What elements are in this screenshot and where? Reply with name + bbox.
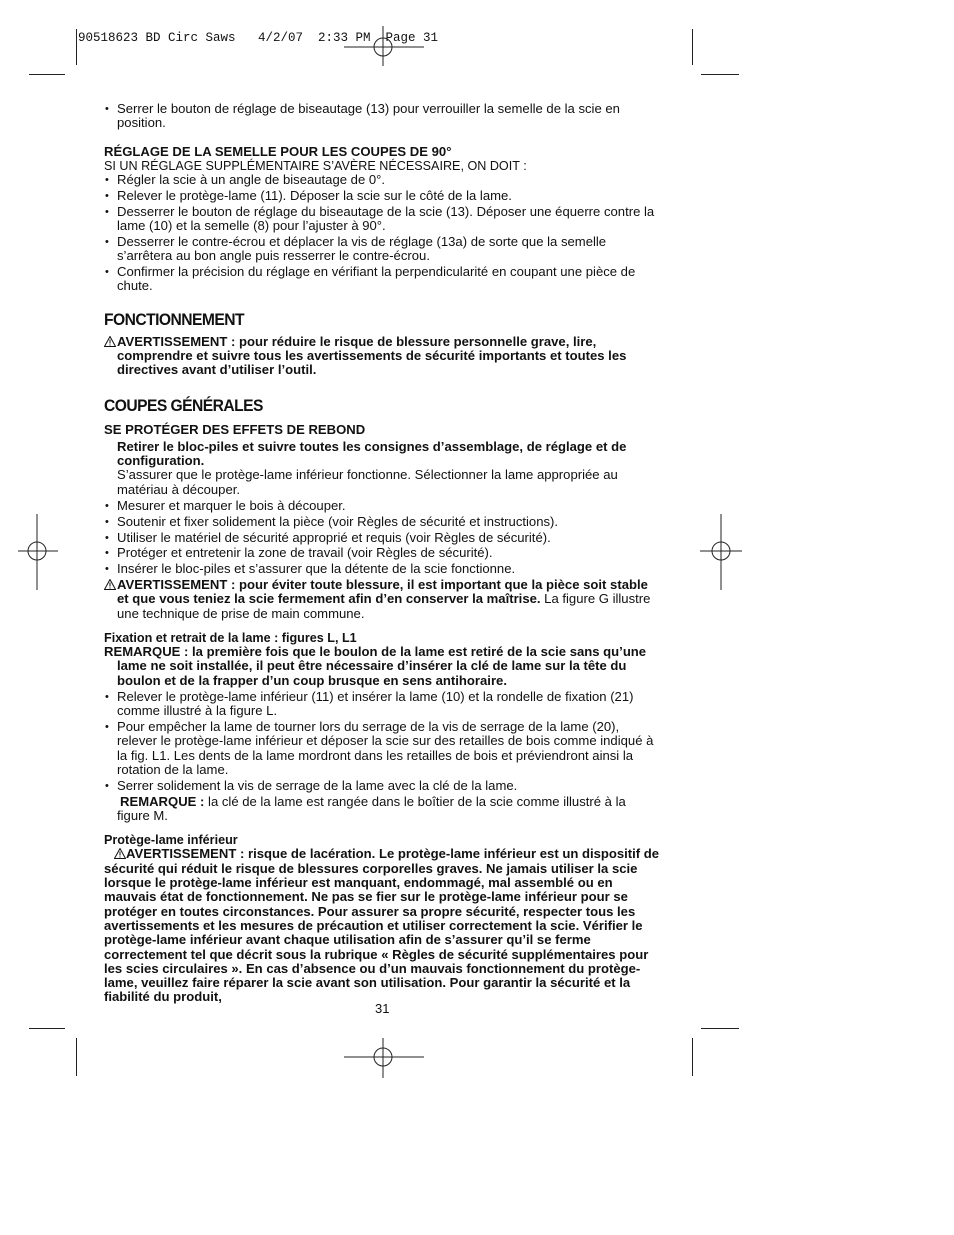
page-content	[104, 102, 660, 1005]
list-item: • Pour empêcher la lame de tourner lors du serrage de la vis de serrage de la lame (20), relever le protège-lame inférieur et déposer la scie sur des retailles de bois comme indiqué à la fig. L1. Les dents de la lame mordront dans les retailles de bois et préviendront ainsi la rotation de la lame.	[105, 719, 654, 777]
section-heading: RÉGLAGE DE LA SEMELLE POUR LES COUPES DE 90°	[104, 143, 452, 159]
instruction-text: S’assurer que le protège-lame inférieur fonctionne. Sélectionner la lame appropriée au matériau à découper.	[117, 467, 618, 497]
crop-mark	[701, 1028, 739, 1029]
section-title: COUPES GÉNÉRALES	[104, 396, 263, 416]
list-item: • Relever le protège-lame (11). Déposer la scie sur le côté de la lame.	[105, 187, 512, 203]
list-item: • Desserrer le contre-écrou et déplacer la vis de réglage (13a) de sorte que la semelle s’arrêtera au bon angle puis resserrer le contre-écrou.	[105, 233, 607, 264]
warning-triangle-icon	[104, 336, 116, 347]
registration-mark-icon	[344, 26, 424, 66]
list-item: • Relever le protège-lame inférieur (11) et insérer la lame (10) et la rondelle de fixation (21) comme illustré à la figure L.	[105, 689, 634, 719]
section-heading: Fixation et retrait de la lame : figures L, L1	[104, 630, 357, 645]
section-intro: SI UN RÉGLAGE SUPPLÉMENTAIRE S’AVÈRE NÉCESSAIRE, ON DOIT :	[104, 158, 527, 173]
section-title: FONCTIONNEMENT	[104, 309, 244, 329]
page-number: 31	[375, 1001, 390, 1016]
warning-triangle-icon	[104, 579, 116, 590]
section-heading: SE PROTÉGER DES EFFETS DE REBOND	[104, 422, 366, 438]
warning-block: AVERTISSEMENT : risque de lacération. Le protège-lame inférieur est un dispositif de sécurité qui réduit le risque de blessures corporelles graves. Ne jamais utiliser la scie lorsque le protège-lame inférieur est manquant, endommagé, mal assemblé ou en mauvais état de fonctionnement. Ne pas se fier sur le protège-lame inférieur pour se protéger en toutes circonstances. Pour assurer sa propre sécurité, respecter tous les avertissements et les mesures de précaution et utiliser correctement la scie. Vérifier le protège-lame inférieur avant chaque utilisation afin de s’assurer qu’il se ferme correctement tel que décrit sous la rubrique « Règles de sécurité supplémentaires pour les scies circulaires ». En cas d’absence ou d’un mauvais fonctionnement du protège-lame, veuillez faire réparer la scie avant son utilisation. Pour garantir la sécurité et la fiabilité du produit,	[104, 846, 660, 1005]
crop-mark	[29, 1028, 65, 1029]
crop-mark	[76, 1038, 77, 1076]
registration-mark-icon	[344, 1038, 424, 1078]
warning-block: AVERTISSEMENT : pour éviter toute blessure, il est important que la pièce soit stable et que vous teniez la scie fermement afin d’en conserver la maîtrise. La figure G illustre une technique de prise de main commune.	[104, 578, 660, 621]
list-item: • Desserrer le bouton de réglage du biseautage de la scie (13). Déposer une équerre contre la lame (10) et la semelle (8) pour l’ajuster à 90°.	[105, 203, 655, 234]
crop-mark	[701, 74, 739, 75]
registration-mark-icon	[700, 514, 742, 590]
warning-triangle-icon	[114, 848, 126, 859]
print-slug: 90518623 BD Circ Saws 4/2/07 2:33 PM Page 31	[78, 31, 439, 45]
crop-mark	[29, 74, 65, 75]
warning-block: AVERTISSEMENT : pour réduire le risque de blessure personnelle grave, lire, comprendre et suivre tous les avertissements de sécurité importants et toutes les directives avant d’utiliser l’outil.	[104, 335, 660, 378]
instruction-bold: Retirer le bloc-piles et suivre toutes les consignes d’assemblage, de réglage et de configuration.	[117, 438, 627, 469]
section-heading: Protège-lame inférieur	[104, 833, 238, 848]
list-item: • Mesurer et marquer le bois à découper.	[105, 497, 346, 513]
remark-text: REMARQUE : la première fois que le boulon de la lame est retiré de la scie sans qu’une lame ne soit installée, il peut être nécessaire d’insérer la clé de lame sur la tête du boulon et de la frapper d’un coup brusque en sens antihoraire.	[104, 644, 647, 688]
crop-mark	[692, 29, 693, 65]
list-item: • Régler la scie à un angle de biseautage de 0°.	[105, 172, 386, 188]
registration-mark-icon	[18, 514, 58, 590]
crop-mark	[692, 1038, 693, 1076]
list-item: • Serrer le bouton de réglage de biseautage (13) pour verrouiller la semelle de la scie en position.	[105, 101, 620, 131]
list-item: • Soutenir et fixer solidement la pièce (voir Règles de sécurité et instructions).	[105, 513, 559, 529]
list-item: • Utiliser le matériel de sécurité approprié et requis (voir Règles de sécurité).	[105, 529, 551, 545]
list-item: • Protéger et entretenir la zone de travail (voir Règles de sécurité).	[105, 545, 493, 561]
note-text: REMARQUE : la clé de la lame est rangée dans le boîtier de la scie comme illustré à la figure M.	[117, 793, 626, 823]
crop-mark	[76, 29, 77, 65]
list-item: • Insérer le bloc-piles et s’assurer que la détente de la scie fonctionne.	[105, 561, 516, 577]
list-item: • Confirmer la précision du réglage en vérifiant la perpendicularité en coupant une pièce de chute.	[105, 263, 636, 294]
list-item: • Serrer solidement la vis de serrage de la lame avec la clé de la lame.	[105, 777, 518, 793]
